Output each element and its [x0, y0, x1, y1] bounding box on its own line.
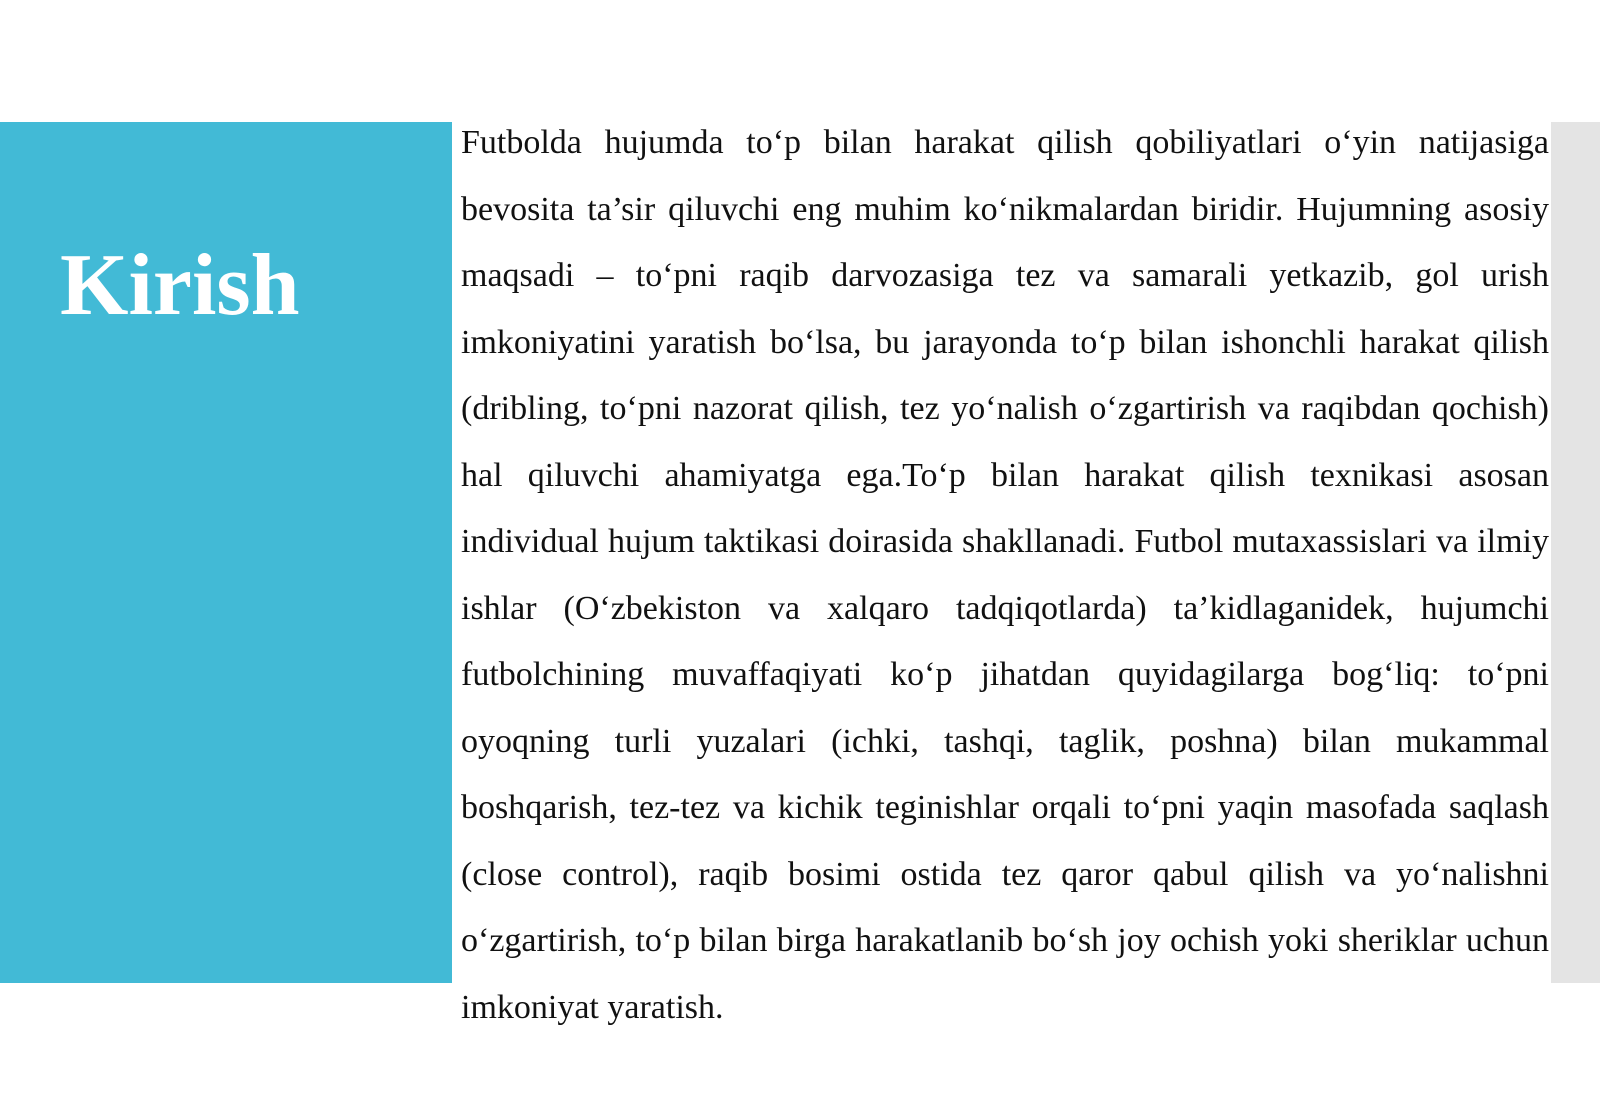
slide-title: Kirish	[60, 237, 300, 334]
side-strip	[1551, 122, 1600, 983]
body-paragraph: Futbolda hujumda to‘p bilan harakat qilish qobiliyatlari o‘yin natijasiga bevosita ta’sir qiluvchi eng muhim ko‘nikmalardan biridir. Hujumning asosiy maqsadi – to‘pni raqib darvozasiga tez va samarali yetkazib, gol urish imkoniyatini yaratish bo‘lsa, bu jarayonda to‘p bilan ishonchli harakat qilish (dribling, to‘pni nazorat qilish, tez yo‘nalish o‘zgartirish va raqibdan qochish) hal qiluvchi ahamiyatga ega.To‘p bilan harakat qilish texnikasi asosan individual hujum taktikasi doirasida shakllanadi. Futbol mutaxassislari va ilmiy ishlar (O‘zbekiston va xalqaro tadqiqotlarda) ta’kidlaganidek, hujumchi futbolchining muvaffaqiyati ko‘p jihatdan quyidagilarga bog‘liq: to‘pni oyoqning turli yuzalari (ichki, tashqi, taglik, poshna) bilan mukammal boshqarish, tez-tez va kichik teginishlar orqali to‘pni yaqin masofada saqlash (close control), raqib bosimi ostida tez qaror qabul qilish va yo‘nalishni o‘zgartirish, to‘p bilan birga harakatlanib bo‘sh joy ochish yoki sheriklar uchun imkoniyat yaratish.	[461, 124, 1549, 1026]
